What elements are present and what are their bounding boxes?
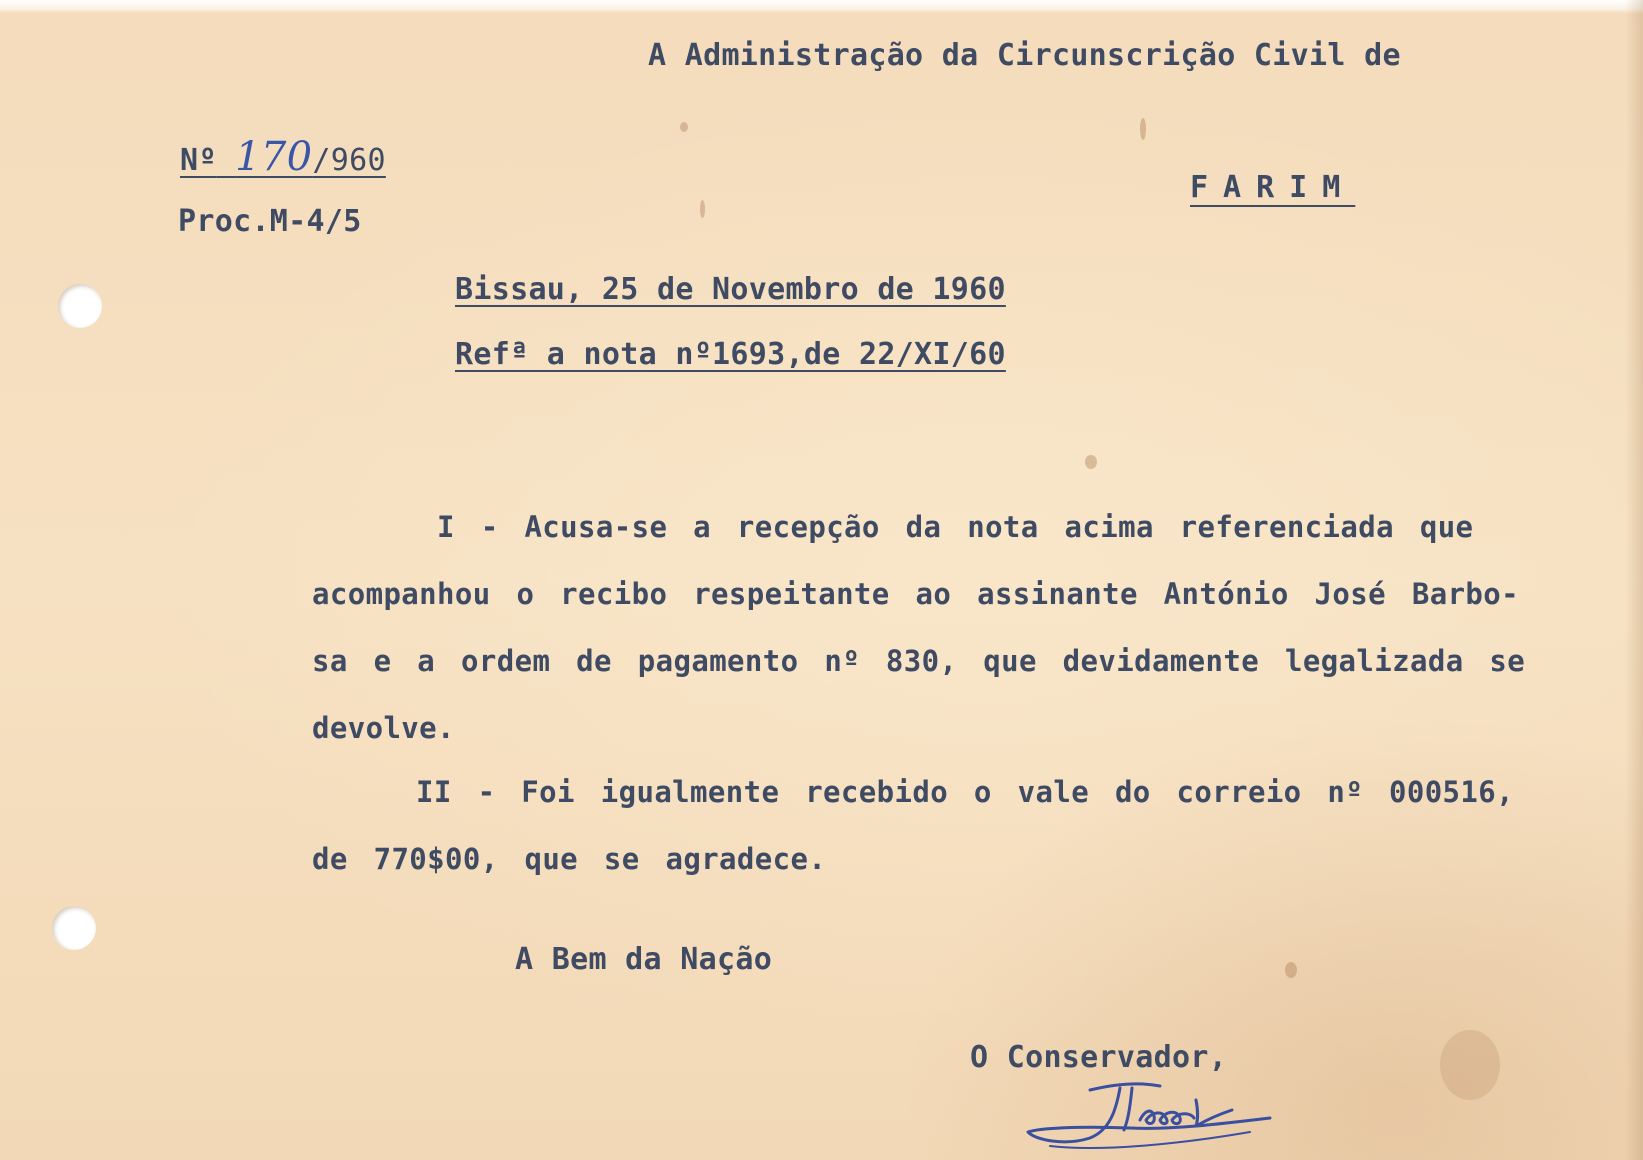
stain — [1440, 1030, 1500, 1100]
paragraph-line: devolve. — [312, 711, 455, 745]
paragraph-line: de 770$00, que se agradece. — [312, 842, 827, 876]
paragraph-line: sa e a ordem de pagamento nº 830, que devidamente legalizada se — [312, 644, 1526, 678]
punch-hole-bottom — [52, 906, 96, 950]
note-reference: Refª a nota nº1693,de 22/XI/60 — [455, 337, 1006, 372]
punch-hole-top — [58, 284, 102, 328]
date-line: Bissau, 25 de Novembro de 1960 — [455, 272, 1006, 307]
reference-number — [180, 134, 386, 180]
process-number: Proc.M-4/5 — [178, 204, 362, 239]
signature-icon — [1020, 1060, 1300, 1160]
stain — [680, 122, 688, 132]
stain — [700, 200, 705, 218]
ref-handwritten-number: 170 — [235, 134, 313, 180]
destination-place: FARIM — [1190, 170, 1356, 205]
paragraph-line: I - Acusa-se a recepção da nota acima referenciada que — [437, 510, 1474, 544]
addressee-line: A Administração da Circunscrição Civil de — [648, 38, 1401, 73]
ref-year: /960 — [312, 143, 386, 178]
paragraph-line: acompanhou o recibo respeitante ao assinante António José Barbo- — [312, 577, 1520, 611]
ref-prefix: Nº — [180, 143, 217, 178]
signer-title: O Conservador, — [970, 1040, 1228, 1075]
stain — [1285, 962, 1297, 978]
stain — [1085, 455, 1097, 469]
stain — [1140, 118, 1146, 140]
paragraph-1 — [312, 494, 1582, 762]
closing-salutation: A Bem da Nação — [515, 942, 773, 977]
torn-paper-edge — [0, 0, 1643, 14]
paragraph-2 — [312, 759, 1582, 893]
paragraph-line: II - Foi igualmente recebido o vale do correio nº 000516, — [416, 775, 1514, 809]
paper-edge-shadow — [1625, 0, 1643, 1160]
